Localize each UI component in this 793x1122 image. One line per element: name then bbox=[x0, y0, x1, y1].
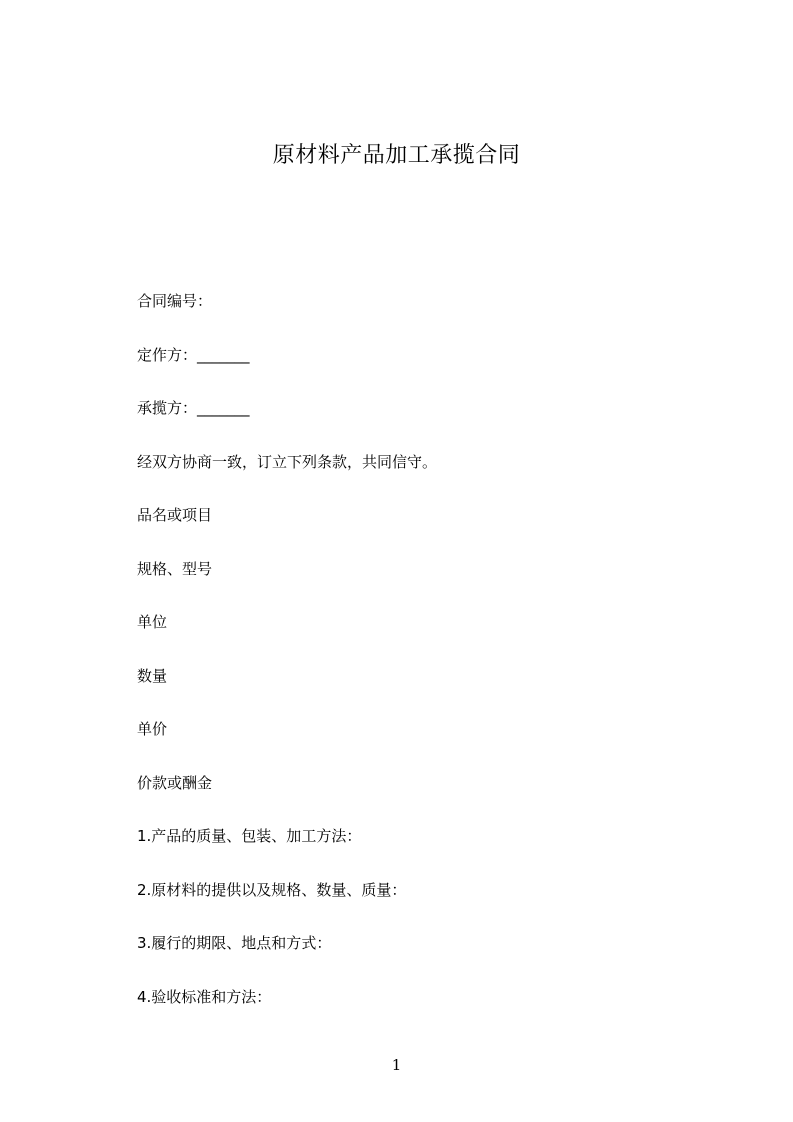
ordering-party-line: 定作方：_______ bbox=[137, 345, 250, 364]
spec-model-label: 规格、型号 bbox=[137, 559, 213, 578]
unit-label: 单位 bbox=[137, 613, 168, 631]
clause-1: 1.产品的质量、包装、加工方法： bbox=[137, 827, 362, 845]
unit-price-label: 单价 bbox=[137, 720, 168, 738]
price-or-fee-label: 价款或酬金 bbox=[137, 773, 213, 792]
contract-body bbox=[137, 290, 697, 1039]
contractor-party-line: 承揽方：_______ bbox=[137, 399, 250, 417]
clause-2: 2.原材料的提供以及规格、数量、质量： bbox=[137, 880, 407, 899]
page-number: 1 bbox=[391, 1056, 402, 1074]
document-title: 原材料产品加工承揽合同 bbox=[272, 143, 521, 168]
clause-3: 3.履行的期限、地点和方式： bbox=[137, 934, 332, 952]
quantity-label: 数量 bbox=[137, 666, 168, 685]
item-name-label: 品名或项目 bbox=[137, 506, 213, 524]
clause-4: 4.验收标准和方法： bbox=[137, 987, 272, 1006]
agreement-statement: 经双方协商一致，订立下列条款，共同信守。 bbox=[137, 452, 438, 471]
contract-number-line: 合同编号： bbox=[137, 292, 213, 310]
